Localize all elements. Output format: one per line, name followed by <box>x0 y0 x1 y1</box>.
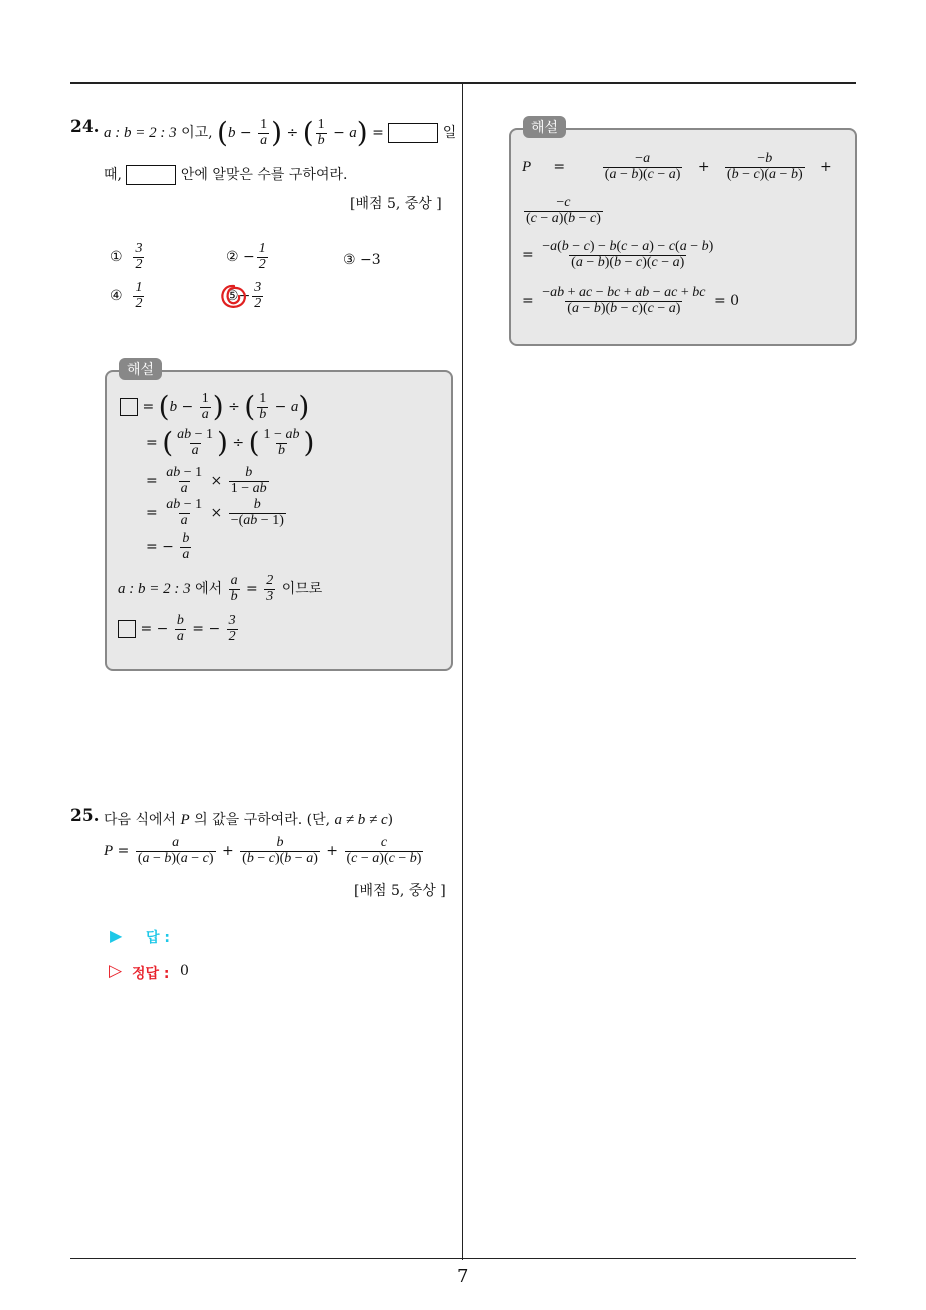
answer-label: 답 : <box>146 930 170 946</box>
solution-24-step1: = (b − $\frac{1}{a}$ ) ÷ ( $\frac{1}{b}$ − a) <box>120 392 309 422</box>
solution-25-result: = 0 <box>713 293 740 310</box>
correct-answer-label: 정답 : <box>132 966 170 982</box>
solution-24-step3: = $\frac{ab - 1}{a}$ × $\frac{b}{1 - ab}$ <box>146 465 267 496</box>
selected-circle-mark <box>218 282 250 312</box>
question-24-score: [배점 5, 중상 ] <box>350 196 442 212</box>
bottom-rule <box>70 1258 856 1259</box>
ratio-expression: a : b = 2 : 3 <box>104 125 177 142</box>
page-number: 7 <box>457 1266 469 1287</box>
choice-4[interactable]: ④ $\frac{1}{2}$ <box>110 280 143 311</box>
solution-24-ratio-line: a : b = 2 : 3 에서 $\frac{a}{b}$ = $\frac{2}{3}$ 이므로 <box>118 573 323 604</box>
solution-24-step5: = − $\frac{b}{a}$ <box>146 531 190 562</box>
question-25-score: [배점 5, 중상 ] <box>354 883 446 899</box>
question-25-prompt: 다음 식에서 P 의 값을 구하여라. (단, a ≠ b ≠ c) <box>104 812 394 828</box>
question-24-number: 24. <box>70 117 100 137</box>
line1-suffix: 이고, <box>176 125 218 142</box>
answer-blank-box[interactable] <box>388 123 438 143</box>
solution-24-step2: = ( $\frac{ab - 1}{a}$ ) ÷ ( $\frac{1 - ab}{b}$ ) <box>146 426 315 460</box>
choice-2[interactable]: ② − $\frac{1}{2}$ <box>226 241 266 272</box>
question-25-expression: P = $\frac{a}{(a - b)(a - c)}$ + $\frac{b}{(b - c)(b - a)}$ + $\frac{c}{(c - a)(c - b)}$ <box>104 835 422 866</box>
choice-5[interactable]: ⑤− $\frac{3}{2}$ <box>226 280 262 311</box>
column-divider <box>462 82 463 1260</box>
question-25-number: 25. <box>70 806 100 826</box>
solution-25-line1: P = $\frac{-a}{(a - b)(c - a)}$ + $\frac{-b}{(b - c)(a - b)}$ + <box>522 151 832 182</box>
solution-24-tag: 해설 <box>119 358 162 380</box>
solution-25-line3: = $\frac{-a(b - c) - b(c - a) - c(a - b)}{(a - b)(b - c)(c - a)}$ <box>522 239 714 270</box>
correct-answer-value: 0 <box>180 963 189 979</box>
question-24-line2: 때, 안에 알맞은 수를 구하여라. <box>104 167 348 183</box>
solution-25-line2: $\frac{-c}{(c - a)(b - c)}$ <box>526 195 601 226</box>
solution-24-final: = − $\frac{b}{a}$ = − $\frac{3}{2}$ <box>118 614 240 644</box>
line1-end: 일 <box>442 125 457 142</box>
solution-25-line4: = $\frac{-ab + ac - bc + ab - ac + bc}{(a - b)(b - c)(c - a)}$ = 0 <box>522 285 740 316</box>
solution-25-tag: 해설 <box>523 116 566 138</box>
top-rule <box>70 82 856 84</box>
answer-arrow-icon: ▶ <box>110 926 123 945</box>
question-24-line1: a : b = 2 : 3 이고, (b − $\frac{1}{a}$ ) ÷ ( $\frac{1}{b}$ − a) = 일 <box>104 116 457 150</box>
choice-1[interactable]: ① $\frac{3}{2}$ <box>110 241 143 272</box>
solution-24-step4: = $\frac{ab - 1}{a}$ × $\frac{b}{-(ab - 1)}$ <box>146 497 284 528</box>
blank-box-reference <box>126 165 176 185</box>
correct-arrow-icon: ▷ <box>109 961 123 981</box>
choice-3[interactable]: ③ −3 <box>343 252 381 268</box>
